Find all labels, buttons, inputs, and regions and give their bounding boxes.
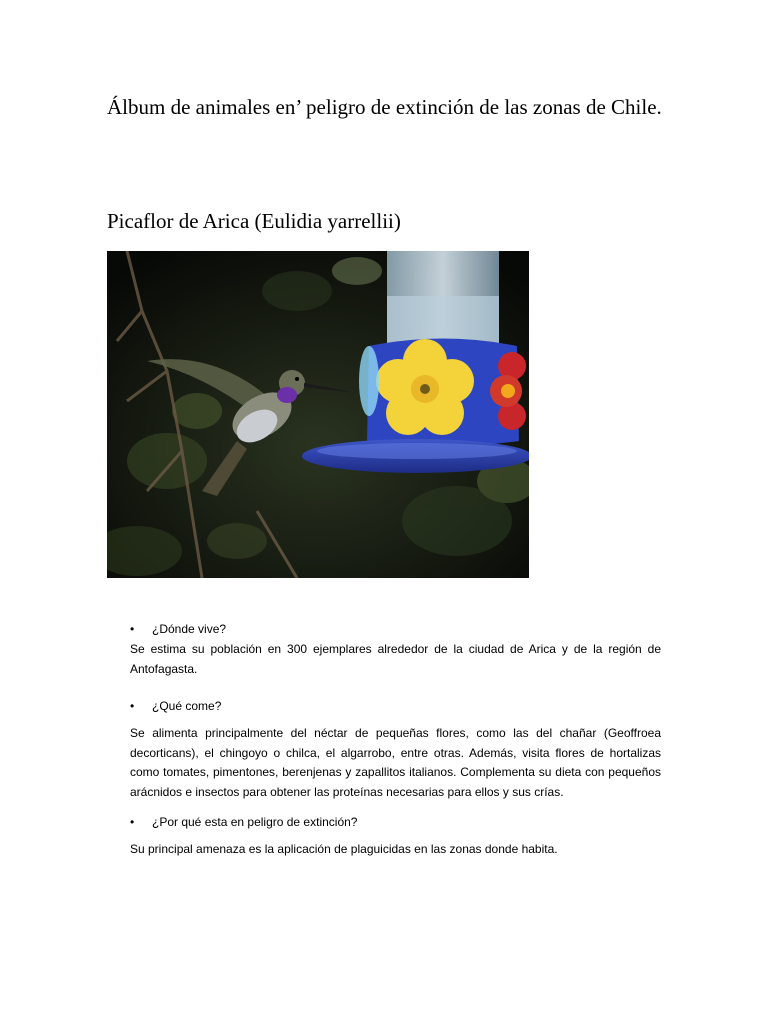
bullet-icon: •: [130, 622, 135, 636]
question-what-eats: [130, 698, 221, 714]
question-label: ¿Qué come?: [152, 699, 222, 713]
question-why-endangered: [130, 814, 357, 830]
question-label: ¿Dónde vive?: [152, 622, 227, 636]
section-title: Picaflor de Arica (Eulidia yarrellii): [107, 209, 401, 233]
answer-why-endangered: Su principal amenaza es la aplicación de plaguicidas en las zonas donde habita.: [130, 842, 558, 856]
bullet-icon: •: [130, 699, 135, 713]
document-title: Álbum de animales en’ peligro de extinción de las zonas de Chile.: [107, 95, 662, 119]
answer-where-lives: Se estima su población en 300 ejemplares alrededor de la ciudad de Arica y de la región de Antofagasta.: [130, 642, 661, 676]
hummingbird-photo: [107, 251, 529, 578]
question-where-lives: [130, 621, 226, 637]
answer-what-eats: Se alimenta principalmente del néctar de pequeñas flores, como las del chañar (Geoffroea decorticans), el chingoyo o chilca, el algarrobo, entre otras. Además, visita flores de hortalizas como tomates, pimentones, berenjenas y zapallitos italianos. Complementa su dieta con pequeños arácnidos e insectos para obtener las proteínas necesarias para ellos y sus crías.: [130, 726, 661, 799]
bullet-icon: •: [130, 815, 135, 829]
question-label: ¿Por qué esta en peligro de extinción?: [152, 815, 358, 829]
